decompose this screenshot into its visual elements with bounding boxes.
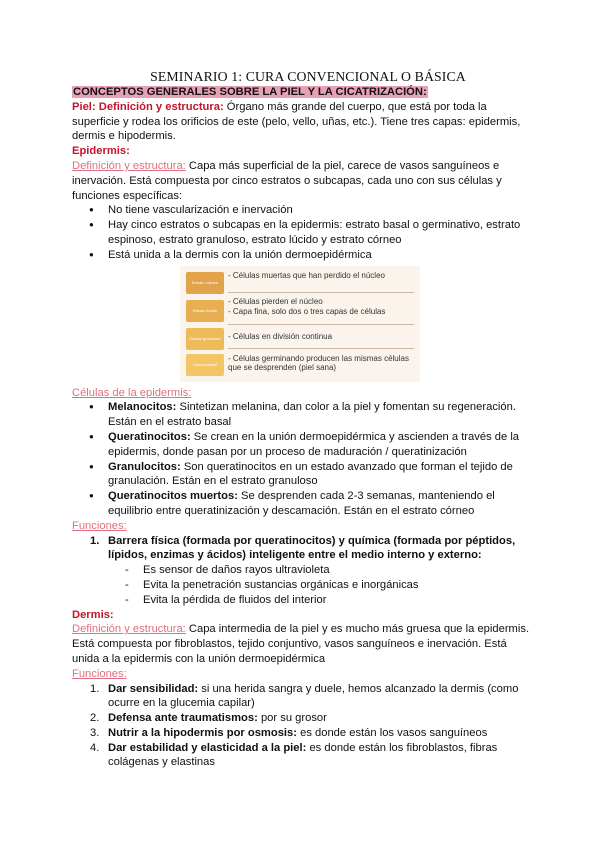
cell-name: Queratinocitos muertos: (108, 490, 238, 503)
dermis-def-label: Definición y estructura: (72, 623, 186, 636)
layer-step-2 (186, 300, 224, 322)
function-name: Dar sensibilidad: (108, 682, 199, 695)
function-text: si una herida sangra y duele, hemos alcanzado la dermis (como ocurre en la glucemia capilar) (108, 682, 519, 710)
page-title: SEMINARIO 1: CURA CONVENCIONAL O BÁSICA (150, 69, 466, 84)
cell-text: Son queratinocitos en un estado avanzado que forman el tejido de granulación. Están en el estrato granuloso (108, 460, 513, 488)
item-number: 2. (90, 712, 100, 725)
layer-step-label: Estrato córneo (191, 279, 218, 285)
section-heading (72, 85, 532, 100)
cell-text: Se desprenden cada 2-3 semanas, manteniendo el equilibrio entre queratinización y descamación. Están en el estrato córneo (108, 490, 495, 517)
figure-row-2a: - Células pierden el núcleo (228, 296, 323, 306)
cell-name: Granulocitos: (108, 460, 181, 473)
figure-row-4: - Células germinando producen las mismas células que se desprenden (piel sana) (228, 353, 409, 372)
cell-name: Melanocitos: (108, 401, 177, 414)
dermis-functions-label: Funciones: (72, 667, 127, 680)
document-page (72, 68, 532, 770)
list-item (72, 741, 532, 771)
function-text: es donde están los fibroblastos, fibras colágenas y elastinas (108, 741, 498, 769)
epidermis-heading: Epidermis: (72, 145, 130, 158)
function-text: Barrera física (formada por queratinocitos) y química (formada por péptidos, lípidos, enzimas y ácidos) inteligente entre el medio interno y externo: (108, 534, 516, 562)
epidermis-def-text: Capa más superficial de la piel, carece de vasos sanguíneos e inervación. Está compuesta por cinco estratos o subcapas, cada uno con sus células y funciones específicas: (72, 159, 502, 202)
dermis-definition (72, 622, 532, 666)
figure-row-1: - Células muertas que han perdido el núcleo (228, 270, 385, 280)
figure-divider (228, 348, 414, 349)
layer-step-label: Estrato lúcido (192, 307, 218, 313)
piel-label: Piel: Definición y estructura: (72, 100, 224, 113)
epidermis-bullets (72, 203, 532, 262)
figure-row-3: - Células en división continua (228, 331, 333, 341)
cell-text: Se crean en la unión dermoepidérmica y ascienden a través de la epidermis, donde pasan por un proceso de maduración / queratinización (108, 430, 520, 458)
cell-text: Sintetizan melanina, dan color a la piel y fomentan su regeneración. Están en el estrato basal (108, 401, 516, 429)
piel-paragraph (72, 100, 532, 144)
layer-step-3 (186, 328, 224, 350)
list-item (72, 726, 532, 741)
function-text: es donde están los vasos sanguíneos (296, 726, 488, 739)
cells-list (72, 400, 532, 518)
list-item: - Evita la pérdida de fluidos del interior (72, 593, 532, 608)
dermis-functions (72, 682, 532, 771)
figure-divider (228, 324, 414, 325)
epidermis-def-label: Definición y estructura: (72, 159, 186, 172)
section-heading-text: CONCEPTOS GENERALES SOBRE LA PIEL Y LA CICATRIZACIÓN: (73, 86, 427, 98)
epidermis-functions (72, 534, 532, 564)
function-name: Nutrir a la hipodermis por osmosis: (108, 726, 297, 739)
layer-step-label: Estrato granuloso (189, 335, 221, 341)
list-item (72, 400, 532, 430)
figure-row-2b: - Capa fina, solo dos o tres capas de células (228, 306, 386, 316)
list-item (72, 711, 532, 726)
piel-text: Órgano más grande del cuerpo, que está por toda la superficie y rodea los orificios de este (pelo, vello, uñas, etc.). Tiene tres capas: epidermis, dermis e hipodermis. (72, 100, 521, 143)
list-item: ● Hay cinco estratos o subcapas en la epidermis: estrato basal o germinativo, estrato espinoso, estrato granuloso, estrato lúcido y estrato córneo (72, 218, 532, 248)
item-number: 4. (90, 741, 100, 754)
cell-name: Queratinocitos: (108, 430, 191, 443)
cells-label: Células de la epidermis: (72, 386, 192, 399)
item-number: 3. (90, 726, 100, 739)
epidermis-definition (72, 159, 532, 203)
function-name: Dar estabilidad y elasticidad a la piel: (108, 741, 307, 754)
list-item: - Evita la penetración sustancias orgánicas e inorgánicas (72, 578, 532, 593)
list-item (72, 489, 532, 519)
list-item (72, 460, 532, 490)
item-number: 1. (90, 534, 100, 547)
list-item: - Es sensor de daños rayos ultravioleta (72, 563, 532, 578)
list-item: ● Está unida a la dermis con la unión dermoepidérmica (72, 248, 532, 263)
layer-step-4 (186, 354, 224, 376)
figure-divider (228, 292, 414, 293)
list-item (72, 430, 532, 460)
list-item (72, 534, 532, 564)
list-item (72, 682, 532, 712)
dermis-def-text: Capa intermedia de la piel y es mucho más gruesa que la epidermis. Está compuesta por fibroblastos, tejido conjuntivo, vasos sanguíneos e inervación. Está unida a la epidermis con la unión dermoepidérmica (72, 623, 530, 665)
list-item: ● No tiene vascularización e inervación (72, 203, 532, 218)
item-number: 1. (90, 682, 100, 695)
function-sublist (72, 563, 532, 607)
function-text: por su grosor (257, 712, 327, 725)
function-name: Defensa ante traumatismos: (108, 712, 258, 725)
epidermis-layers-figure (180, 266, 420, 382)
layer-step-label: Estrato basal (193, 361, 217, 367)
dermis-heading: Dermis: (72, 608, 114, 621)
layer-step-1 (186, 272, 224, 294)
epidermis-functions-label: Funciones: (72, 519, 127, 532)
